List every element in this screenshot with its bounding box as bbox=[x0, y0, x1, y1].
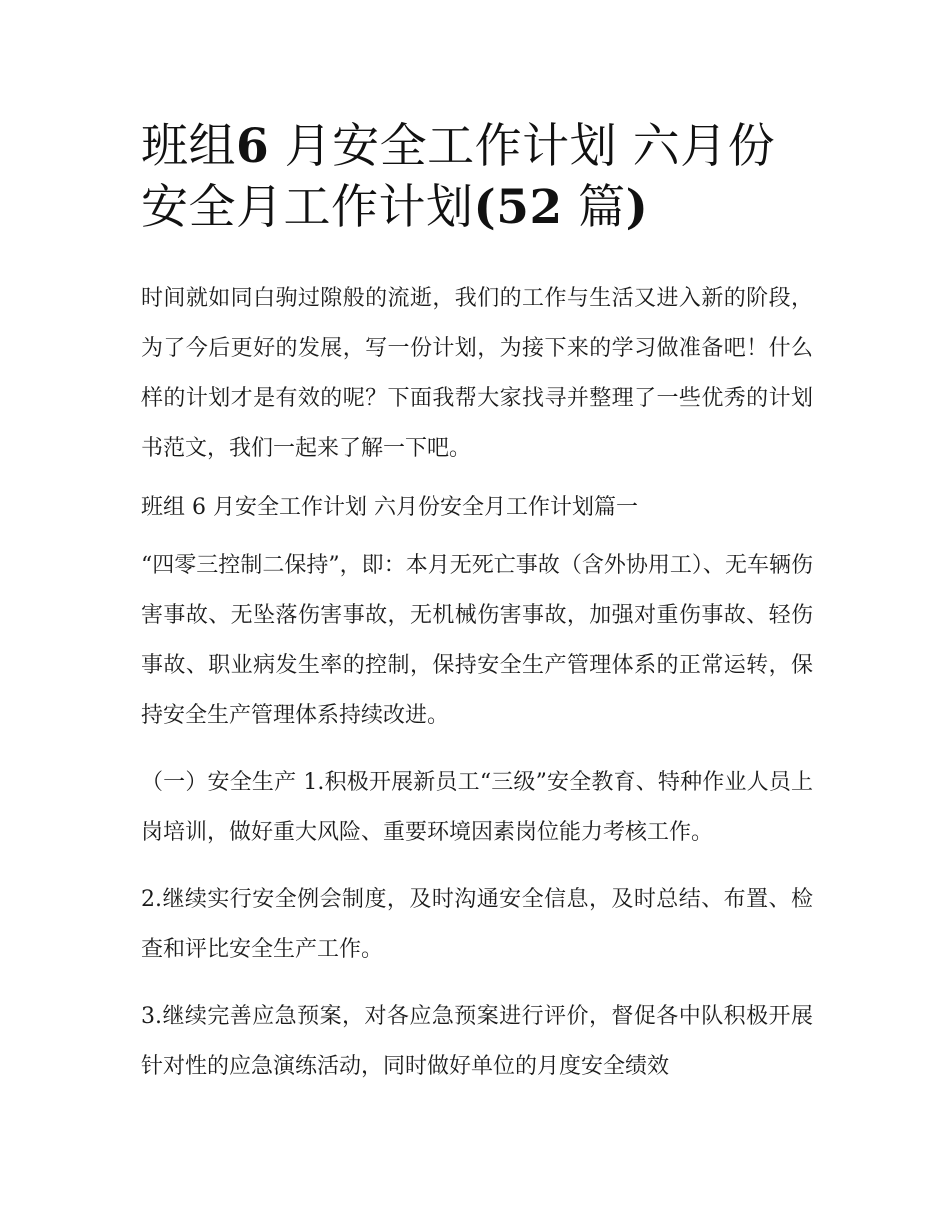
paragraph-intro: 时间就如同白驹过隙般的流逝，我们的工作与生活又进入新的阶段，为了今后更好的发展，写一份计划，为接下来的学习做准备吧！什么样的计划才是有效的呢？下面我帮大家找寻并整理了一些优秀的计划书范文，我们一起来了解一下吧。 bbox=[141, 286, 813, 461]
title-text: 班组 bbox=[141, 119, 236, 174]
paragraph-item-1: （一）安全生产 1.积极开展新员工“三级”安全教育、特种作业人员上岗培训，做好重大风险、重要环境因素岗位能力考核工作。 bbox=[141, 770, 813, 845]
title-line-2 bbox=[141, 180, 648, 235]
title-text: 篇 bbox=[578, 180, 626, 235]
paragraph-item-2: 2.继续实行安全例会制度，及时沟通安全信息，及时总结、布置、检查和评比安全生产工作。 bbox=[141, 887, 813, 962]
title-paren: ) bbox=[625, 180, 649, 235]
document-title bbox=[141, 116, 813, 238]
document-content bbox=[141, 116, 813, 1109]
title-text: 月安全工作计划 六月份 bbox=[284, 119, 776, 174]
title-number: 6 bbox=[236, 119, 270, 174]
section-heading: 班组 6 月安全工作计划 六月份安全月工作计划篇一 bbox=[141, 495, 638, 520]
document-body bbox=[141, 274, 813, 1092]
paragraph-item-3: 3.继续完善应急预案，对各应急预案进行评价，督促各中队积极开展针对性的应急演练活动，同时做好单位的月度安全绩效 bbox=[141, 1004, 813, 1079]
title-number: (52 bbox=[473, 180, 563, 235]
title-text: 安全月工作计划 bbox=[141, 180, 474, 235]
title-line-1 bbox=[141, 119, 775, 174]
paragraph-goals: “四零三控制二保持”，即：本月无死亡事故（含外协用工）、无车辆伤害事故、无坠落伤害事故，无机械伤害事故，加强对重伤事故、轻伤事故、职业病发生率的控制，保持安全生产管理体系的正常运转，保持安全生产管理体系持续改进。 bbox=[141, 553, 813, 728]
